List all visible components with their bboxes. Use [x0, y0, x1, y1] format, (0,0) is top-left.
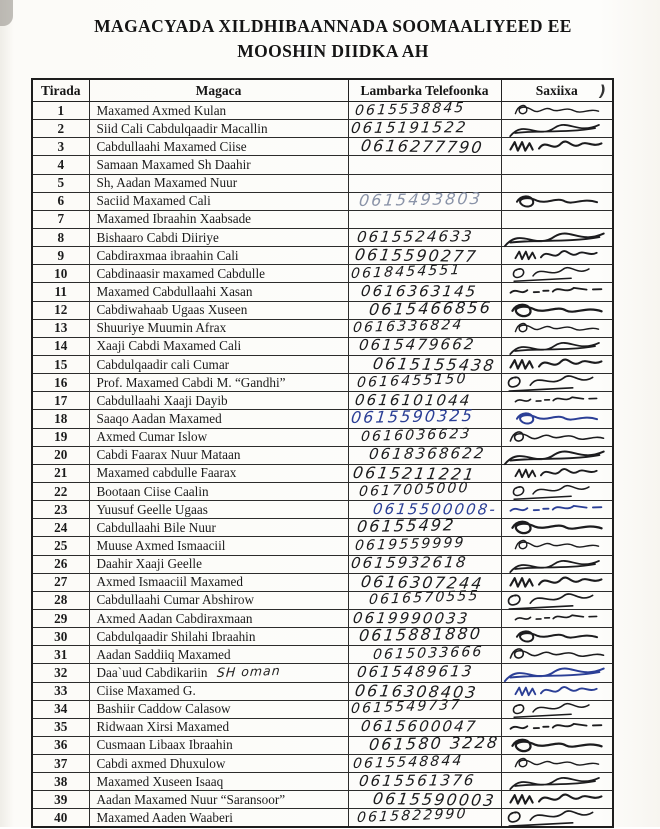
handwritten-phone-number: 0616336824	[351, 317, 464, 337]
member-name: Axmed Cumar Islow	[96, 429, 208, 445]
signature-cell	[501, 174, 613, 192]
table-row	[32, 736, 613, 754]
table-row	[32, 555, 613, 573]
member-name: Siid Cali Cabdulqaadir Macallin	[96, 120, 268, 136]
handwritten-phone-number: 0617005000	[357, 479, 470, 500]
handwritten-phone-number: 0615033666	[371, 643, 484, 663]
row-number: 11	[32, 283, 89, 301]
signature-cell	[501, 228, 613, 246]
row-number: 7	[32, 210, 89, 228]
handwritten-phone-number: 0615590277	[353, 245, 479, 267]
member-name-cell	[89, 446, 348, 464]
member-name: Cabdi axmed Dhuxulow	[96, 755, 226, 771]
member-name: Cabdulqaadir cali Cumar	[96, 356, 230, 372]
phone-number-cell	[348, 534, 501, 555]
row-number: 18	[32, 410, 89, 428]
table-row	[32, 392, 613, 410]
phone-number-cell	[348, 156, 501, 174]
handwritten-phone-number: 061580 3228	[367, 732, 500, 754]
table-row	[32, 573, 613, 591]
row-number: 23	[32, 501, 89, 519]
member-name: Saciid Maxamed Cali	[96, 193, 211, 209]
scan-corner-smudge	[0, 0, 13, 26]
signature-cell	[501, 664, 613, 682]
signature-cell	[501, 809, 613, 828]
member-name: Cabdi Faarax Nuur Mataan	[96, 447, 241, 463]
phone-number-cell	[348, 555, 501, 573]
row-number: 15	[32, 355, 89, 373]
signature-scribble	[505, 465, 609, 482]
member-name-cell	[89, 682, 348, 700]
member-name: Saaqo Aadan Maxamed	[96, 410, 222, 426]
document-title-line1: MAGACYADA XILDHIBAANNADA SOOMAALIYEED EE	[94, 16, 572, 36]
member-name: Axmed Ismaaciil Maxamed	[96, 574, 243, 590]
member-name-cell	[89, 120, 348, 138]
row-number: 1	[32, 102, 89, 120]
member-name: Daa`uud Cabdikariin	[96, 664, 208, 680]
member-name: Cusmaan Libaax Ibraahin	[96, 737, 233, 753]
handwritten-phone-number: 0615548844	[351, 752, 464, 772]
table-row	[32, 301, 613, 319]
phone-number-cell	[348, 261, 501, 283]
table-row	[32, 628, 613, 646]
member-name-cell	[89, 410, 348, 428]
row-number: 35	[32, 718, 89, 736]
signature-cell	[501, 247, 613, 265]
member-name-cell	[89, 519, 348, 537]
handwritten-phone-number: 0615822990	[355, 805, 468, 826]
phone-number-cell	[348, 446, 501, 464]
row-number: 6	[32, 192, 89, 210]
phone-number-cell	[348, 588, 501, 609]
signature-table	[31, 78, 614, 828]
member-name: Cabdullaahi Maxamed Ciise	[96, 138, 247, 154]
handwritten-phone-number: 0616455150	[355, 370, 468, 391]
row-number: 24	[32, 519, 89, 537]
member-name: Maxamed Ibraahin Xaabsade	[96, 211, 252, 227]
member-name-cell	[89, 482, 348, 500]
signature-scribble	[502, 627, 612, 646]
member-name: Maxamed Cabdullaahi Xasan	[96, 283, 253, 299]
table-row	[32, 228, 613, 246]
table-row	[32, 609, 613, 627]
signature-cell	[501, 192, 613, 210]
handwritten-phone-number: 0616277790	[359, 136, 485, 158]
signature-cell	[501, 319, 613, 337]
phone-number-cell	[348, 99, 501, 120]
signature-cell	[501, 392, 613, 410]
handwritten-phone-number: 0615881880	[357, 623, 483, 646]
handwritten-phone-number: 0615211221	[351, 462, 477, 484]
phone-number-cell	[348, 337, 501, 355]
row-number: 26	[32, 555, 89, 573]
member-name: Shuuriye Muumin Afrax	[96, 320, 227, 336]
handwritten-phone-number: 0618454551	[349, 261, 462, 282]
row-number: 25	[32, 537, 89, 555]
phone-number-cell	[348, 117, 501, 138]
member-name-cell	[89, 664, 348, 682]
row-number: 17	[32, 392, 89, 410]
signature-cell	[501, 755, 613, 773]
signature-scribble	[505, 537, 609, 556]
row-number: 13	[32, 319, 89, 337]
member-name-cell	[89, 736, 348, 754]
row-number: 21	[32, 464, 89, 482]
signature-cell	[501, 138, 613, 156]
signature-scribble	[505, 101, 609, 120]
member-name-cell	[89, 573, 348, 591]
table-row	[32, 482, 613, 500]
row-number: 37	[32, 755, 89, 773]
table-row	[32, 446, 613, 464]
handwritten-phone-number: 0615466856	[367, 297, 493, 319]
row-number: 36	[32, 736, 89, 754]
member-name: Cabdullaahi Xaaji Dayib	[96, 392, 228, 408]
member-name-cell	[89, 646, 348, 664]
handwritten-name-addition: SH oman	[216, 662, 282, 680]
phone-number-cell	[348, 464, 501, 482]
handwritten-phone-number: 0615538845	[353, 99, 466, 119]
member-name: Yuusuf Geelle Ugaas	[96, 501, 208, 517]
table-row	[32, 192, 613, 210]
phone-number-cell	[348, 643, 501, 664]
member-name: Cabdullaahi Bile Nuur	[96, 519, 216, 535]
col-header-saxiixa-label: Saxiixa	[535, 82, 578, 98]
handwritten-phone-number: 0615549737	[349, 697, 462, 718]
member-name: Samaan Maxamed Sh Daahir	[96, 156, 251, 172]
signature-scribble	[505, 682, 609, 699]
member-name: Bashiir Caddow Calasow	[96, 701, 231, 717]
table-row	[32, 210, 613, 228]
row-number: 4	[32, 156, 89, 174]
phone-number-cell	[348, 210, 501, 228]
signature-cell	[501, 337, 613, 355]
table-row	[32, 265, 613, 283]
member-name-cell	[89, 537, 348, 555]
row-number: 29	[32, 609, 89, 627]
member-name-cell	[89, 628, 348, 646]
table-row	[32, 464, 613, 482]
signature-cell	[501, 464, 613, 482]
table-row	[32, 120, 613, 138]
member-name-cell	[89, 138, 348, 156]
signature-cell	[501, 446, 613, 464]
table-row	[32, 102, 613, 120]
row-number: 33	[32, 682, 89, 700]
row-number: 16	[32, 374, 89, 392]
member-name-cell	[89, 301, 348, 319]
table-row	[32, 718, 613, 736]
member-name-cell	[89, 718, 348, 736]
row-number: 28	[32, 591, 89, 609]
table-row	[32, 355, 613, 373]
handwritten-phone-number: 0615932618	[349, 553, 469, 573]
row-number: 39	[32, 791, 89, 809]
phone-number-cell	[348, 355, 501, 373]
signature-cell	[501, 519, 613, 537]
row-number: 38	[32, 773, 89, 791]
handwritten-phone-number: 0619559999	[353, 534, 466, 554]
pen-mark: )	[599, 82, 606, 100]
signature-scribble	[505, 391, 609, 411]
row-number: 8	[32, 228, 89, 246]
signature-cell	[501, 573, 613, 591]
table-row	[32, 755, 613, 773]
table-row	[32, 773, 613, 791]
signature-scribble	[505, 319, 609, 338]
signature-cell	[501, 410, 613, 428]
phone-number-cell	[348, 188, 501, 210]
handwritten-phone-number: 0618368622	[367, 444, 487, 464]
row-number: 20	[32, 446, 89, 464]
handwritten-phone-number: 0616308403	[353, 680, 479, 702]
table-row	[32, 591, 613, 609]
handwritten-phone-number: 0615479662	[357, 335, 477, 355]
col-header-magaca: Magaca	[89, 79, 348, 102]
member-name-cell	[89, 555, 348, 573]
member-name-cell	[89, 174, 348, 192]
member-name: Prof. Maxamed Cabdi M. “Gandhi”	[96, 374, 286, 390]
signature-cell	[501, 537, 613, 555]
signature-cell	[501, 591, 613, 609]
phone-number-cell	[348, 697, 501, 718]
row-number: 19	[32, 428, 89, 446]
member-name: Ridwaan Xirsi Maxamed	[96, 719, 230, 735]
row-number: 31	[32, 646, 89, 664]
phone-number-cell	[348, 228, 501, 246]
col-header-telefoonka: Lambarka Telefoonka	[348, 79, 501, 102]
row-number: 34	[32, 700, 89, 718]
table-row	[32, 646, 613, 664]
signature-scribble	[498, 137, 615, 156]
table-row	[32, 410, 613, 428]
phone-number-cell	[348, 515, 501, 537]
signature-cell	[501, 301, 613, 319]
row-number: 5	[32, 174, 89, 192]
phone-number-cell	[348, 247, 501, 265]
handwritten-phone-number: 0616307244	[359, 571, 485, 593]
row-number: 10	[32, 265, 89, 283]
member-name-cell	[89, 156, 348, 174]
member-name-cell	[89, 374, 348, 392]
signature-scribble	[502, 192, 612, 211]
table-row	[32, 374, 613, 392]
member-name: Aadan Saddiiq Maxamed	[96, 646, 231, 662]
member-name: Muuse Axmed Ismaaciil	[96, 537, 226, 553]
member-name-cell	[89, 609, 348, 627]
handwritten-phone-number: 0619990033	[351, 608, 471, 627]
signature-cell	[501, 700, 613, 718]
signature-cell	[501, 773, 613, 791]
signature-cell	[501, 718, 613, 736]
member-name-cell	[89, 247, 348, 265]
member-name: Maxamed Aaden Waaberi	[96, 809, 233, 825]
phone-number-cell	[348, 752, 501, 773]
handwritten-phone-number: 0615191522	[349, 117, 469, 137]
table-row	[32, 283, 613, 301]
row-number: 2	[32, 120, 89, 138]
handwritten-phone-number: 0615493803	[357, 188, 483, 210]
member-name: Sh, Aadan Maxamed Nuur	[96, 175, 238, 191]
row-number: 27	[32, 573, 89, 591]
row-number: 12	[32, 301, 89, 319]
member-name-cell	[89, 755, 348, 773]
row-number: 9	[32, 247, 89, 265]
signature-scribble	[495, 300, 618, 321]
phone-number-cell	[348, 297, 501, 319]
handwritten-phone-number: 0615500008-	[371, 499, 498, 519]
table-row	[32, 156, 613, 174]
handwritten-phone-number: 0616363145	[359, 281, 479, 301]
member-name-cell	[89, 319, 348, 337]
handwritten-phone-number: 0615590003	[371, 789, 497, 811]
handwritten-phone-number: 0615561376	[357, 770, 477, 790]
signature-scribble	[502, 410, 612, 429]
table-row	[32, 319, 613, 337]
phone-number-cell	[348, 732, 501, 754]
signature-cell	[501, 102, 613, 120]
member-name-cell	[89, 337, 348, 355]
handwritten-phone-number: 06155492	[355, 515, 456, 537]
member-name: Maxamed Xuseen Isaaq	[96, 773, 224, 789]
handwritten-phone-number: 0616036623	[359, 426, 472, 446]
handwritten-phone-number: 0616101044	[353, 390, 473, 410]
member-name-cell	[89, 700, 348, 718]
table-row	[32, 337, 613, 355]
document-title-line2: MOOSHIN DIIDKA AH	[237, 40, 429, 61]
member-name-cell	[89, 265, 348, 283]
handwritten-phone-number: 0615155438	[371, 354, 497, 375]
member-name-cell	[89, 102, 348, 120]
row-number: 14	[32, 337, 89, 355]
signature-scribble	[495, 807, 618, 829]
signature-scribble	[505, 609, 609, 629]
signature-scribble	[501, 553, 612, 575]
member-name: Cabdiwahaab Ugaas Xuseen	[96, 302, 248, 318]
phone-number-cell	[348, 370, 501, 392]
member-name-cell	[89, 464, 348, 482]
member-name: Maxamed Axmed Kulan	[96, 102, 227, 118]
table-header-row	[32, 79, 613, 102]
signature-cell	[501, 501, 613, 519]
member-name-cell	[89, 591, 348, 609]
handwritten-phone-number: 0616570555	[367, 588, 480, 609]
row-number: 30	[32, 628, 89, 646]
table-row	[32, 682, 613, 700]
row-number: 32	[32, 664, 89, 682]
table-row	[32, 791, 613, 809]
member-name: Daahir Xaaji Geelle	[96, 556, 202, 572]
member-name: Cabdiraxmaa ibraahin Cali	[96, 247, 239, 263]
signature-cell	[501, 736, 613, 754]
phone-number-cell	[348, 664, 501, 682]
col-header-saxiixa	[501, 79, 613, 102]
phone-number-cell	[348, 805, 501, 828]
signature-cell	[501, 682, 613, 700]
member-name-cell	[89, 791, 348, 809]
phone-number-cell	[348, 623, 501, 646]
member-name: Bootaan Ciise Caalin	[96, 483, 209, 499]
table-row	[32, 174, 613, 192]
table-row	[32, 501, 613, 519]
handwritten-phone-number: 0615524633	[355, 226, 475, 246]
member-name-cell	[89, 809, 348, 828]
signature-cell	[501, 628, 613, 646]
member-name-cell	[89, 192, 348, 210]
member-name: Cabdinaasir maxamed Cabdulle	[96, 265, 265, 281]
signature-cell	[501, 283, 613, 301]
member-name-cell	[89, 355, 348, 373]
member-name-cell	[89, 501, 348, 519]
handwritten-phone-number: 0615489613	[355, 662, 475, 681]
row-number: 22	[32, 482, 89, 500]
row-number: 40	[32, 809, 89, 828]
document-title	[40, 14, 626, 63]
phone-number-cell	[348, 138, 501, 156]
member-name-cell	[89, 283, 348, 301]
member-name: Aadan Maxamed Nuur “Saransoor”	[96, 791, 286, 807]
member-name-cell	[89, 392, 348, 410]
signature-cell	[501, 374, 613, 392]
phone-number-cell	[348, 479, 501, 500]
member-name: Xaaji Cabdi Maxamed Cali	[96, 338, 242, 354]
member-name-cell	[89, 428, 348, 446]
table-row	[32, 700, 613, 718]
phone-number-cell	[348, 406, 501, 428]
member-name: Bishaaro Cabdi Diiriye	[96, 229, 219, 245]
row-number: 3	[32, 138, 89, 156]
table-row	[32, 428, 613, 446]
signature-cell	[501, 120, 613, 138]
member-name-cell	[89, 228, 348, 246]
table-row	[32, 537, 613, 555]
table-row	[32, 664, 613, 682]
phone-number-cell	[348, 770, 501, 791]
member-name-cell	[89, 773, 348, 791]
signature-scribble	[495, 517, 618, 538]
table-row	[32, 519, 613, 537]
signature-cell	[501, 555, 613, 573]
table-row	[32, 247, 613, 265]
col-header-tirada: Tirada	[32, 79, 89, 102]
member-name: Maxamed cabdulle Faarax	[96, 465, 237, 481]
handwritten-phone-number: 0615590325	[349, 406, 475, 428]
phone-number-cell	[348, 791, 501, 809]
member-name: Ciise Maxamed G.	[96, 683, 196, 699]
member-name-cell	[89, 210, 348, 228]
member-name: Axmed Aadan Cabdiraxmaan	[96, 610, 253, 626]
member-name: Cabdulqaadir Shilahi Ibraahin	[96, 628, 256, 644]
signature-cell	[501, 609, 613, 627]
member-name: Cabdullaahi Cumar Abshirow	[96, 592, 254, 608]
signature-cell	[501, 156, 613, 174]
signature-scribble	[495, 735, 618, 756]
table-row	[32, 138, 613, 156]
table-row	[32, 809, 613, 828]
handwritten-phone-number: 0615600047	[359, 717, 479, 736]
signature-scribble	[505, 247, 609, 264]
